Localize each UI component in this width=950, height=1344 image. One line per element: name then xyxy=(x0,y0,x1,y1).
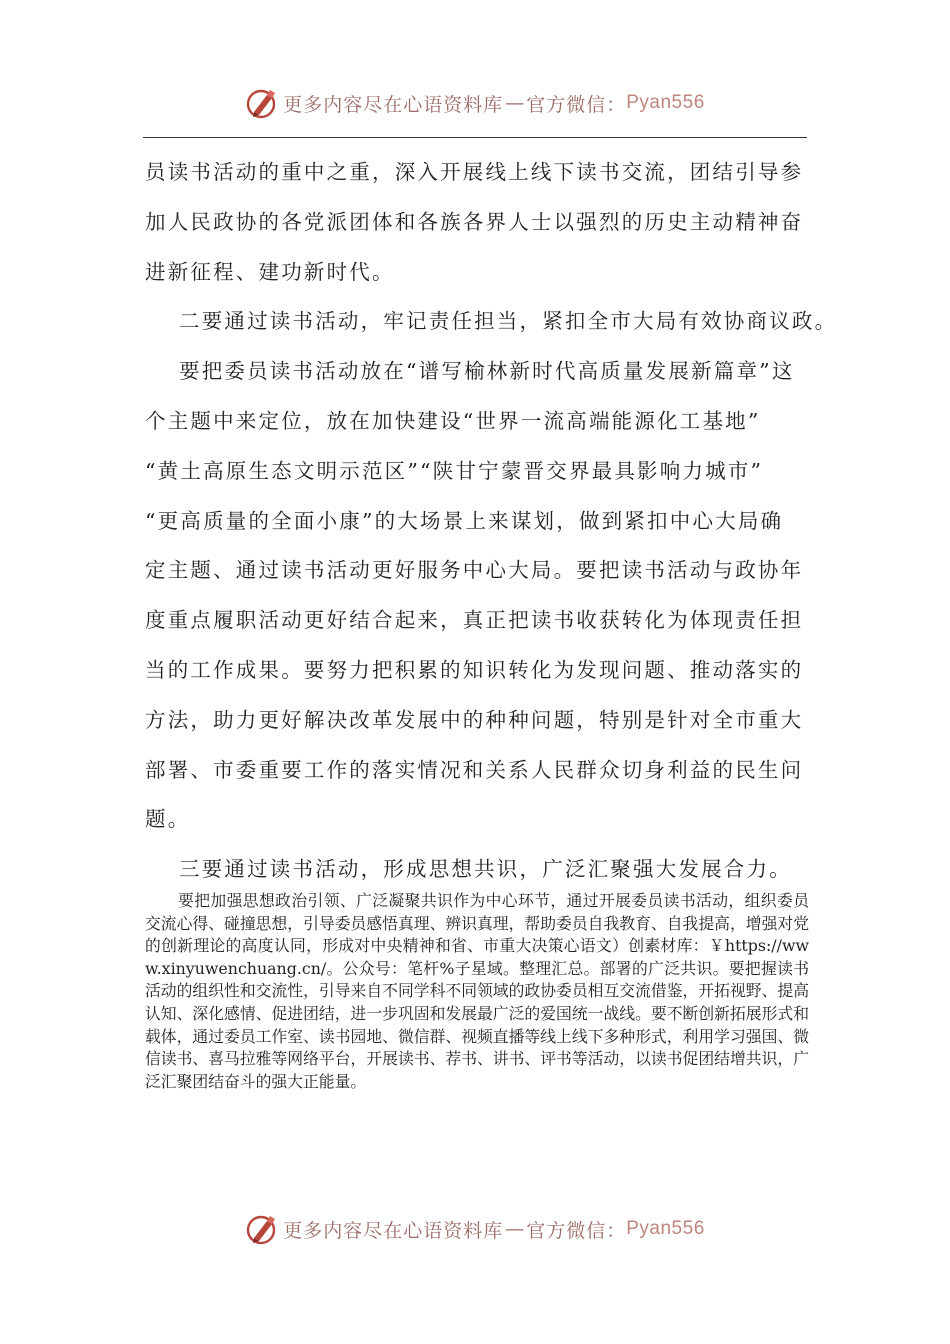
section-heading-2: 二要通过读书活动，牢记责任担当，紧扣全市大局有效协商议政。 xyxy=(179,309,838,334)
text-line: 部署、市委重要工作的落实情况和关系人民群众切身利益的民生问 xyxy=(145,757,804,782)
text-line: 要把委员读书活动放在“谱写榆林新时代高质量发展新篇章”这 xyxy=(179,359,795,384)
text-line: 题。 xyxy=(145,807,191,832)
banner-separator: — xyxy=(505,1218,525,1240)
text-line: 定主题、通过读书活动更好服务中心大局。要把读书活动与政协年 xyxy=(145,558,804,583)
banner-separator: — xyxy=(505,92,525,114)
text-line: 当的工作成果。要努力把积累的知识转化为发现问题、推动落实的 xyxy=(145,657,804,682)
paragraph: 要把加强思想政治引领、广泛凝聚共识作为中心环节，通过开展委员读书活动，组织委员交流心得、碰撞思想，引导委员感悟真理、辨识真理，帮助委员自我教育、自我提高，增强对党的创新理论的高度认同，形成对中央精神和省、市重大决策心语文）创素材库：￥https://www.xinyuwenchuang.cn/。公众号：笔杆%子星域。整理汇总。部署的广泛共识。要把握读书活动的组织性和交流性，引导来自不同学科不同领域的政协委员相互交流借鉴，开拓视野、提高认知、深化感情、促进团结，进一步巩固和发展最广泛的爱国统一战线。要不断创新拓展形式和载体，通过委员工作室、读书园地、微信群、视频直播等线上线下多种形式，利用学习强国、微信读书、喜马拉雅等网络平台，开展读书、荐书、讲书、评书等活动，以读书促团结增共识，广泛汇聚团结奋斗的强大正能量。 xyxy=(145,891,809,1091)
banner-label: 官方微信： xyxy=(526,93,627,116)
dense-paragraph-block xyxy=(145,890,809,1093)
text-line: 度重点履职活动更好结合起来，真正把读书收获转化为体现责任担 xyxy=(145,608,804,633)
document-body xyxy=(145,152,838,899)
text-line: 员读书活动的重中之重，深入开展线上线下读书交流，团结引导参 xyxy=(145,160,804,184)
footer-banner xyxy=(0,1209,950,1249)
banner-text: 更多内容尽在心语资料库 xyxy=(283,1219,504,1242)
header-divider xyxy=(143,137,807,138)
pen-logo-icon xyxy=(245,1212,279,1246)
text-line: 加人民政协的各党派团体和各族各界人士以强烈的历史主动精神奋 xyxy=(145,209,804,234)
text-line: 进新征程、建功新时代。 xyxy=(145,259,395,284)
pen-logo-icon xyxy=(245,86,279,120)
header-banner xyxy=(0,83,950,123)
section-heading-3: 三要通过读书活动，形成思想共识，广泛汇聚强大发展合力。 xyxy=(179,857,792,882)
banner-label: 官方微信： xyxy=(526,1219,627,1242)
banner-handle: Pyan556 xyxy=(626,1218,705,1239)
banner-handle: Pyan556 xyxy=(626,92,705,113)
text-line: 方法，助力更好解决改革发展中的种种问题，特别是针对全市重大 xyxy=(145,707,804,732)
text-line: 个主题中来定位，放在加快建设“世界一流高端能源化工基地” xyxy=(145,408,761,433)
text-line: “黄土高原生态文明示范区”“陕甘宁蒙晋交界最具影响力城市” xyxy=(145,458,764,483)
text-line: “更高质量的全面小康”的大场景上来谋划，做到紧扣中心大局确 xyxy=(145,508,784,533)
banner-text: 更多内容尽在心语资料库 xyxy=(283,93,504,116)
